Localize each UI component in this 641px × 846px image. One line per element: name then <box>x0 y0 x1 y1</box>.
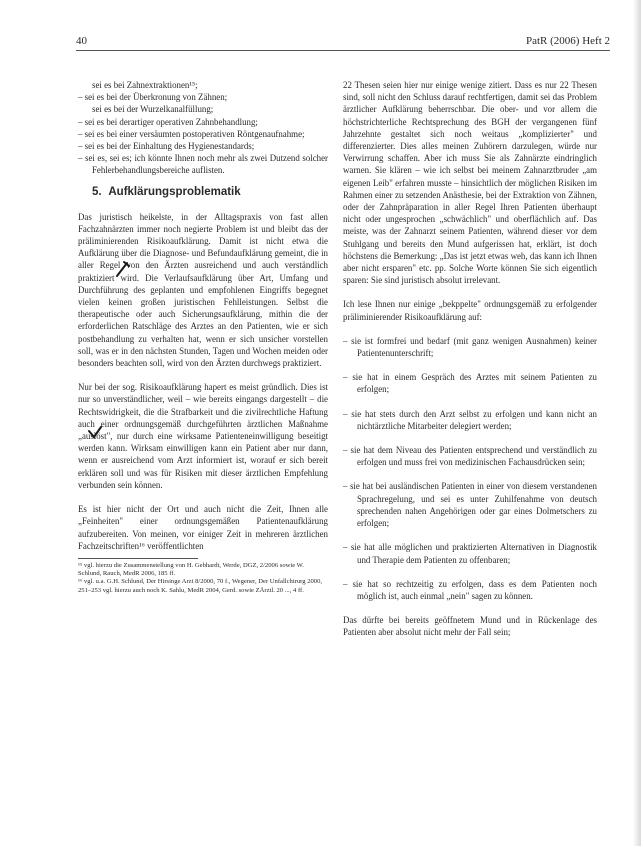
footnotes <box>78 562 328 595</box>
list-item: – sei es bei der Einhaltung des Hygienestandards; <box>78 141 255 152</box>
right-column <box>343 79 597 639</box>
body-paragraph: Es ist hier nicht der Ort und auch nicht die Zeit, Ihnen alle „Feinheiten" einer ordnungsgemäßen Patientenaufklärung aufzubereiten. Von meinen, vor einiger Zeit in mehreren ärztlichen Fachzeitschriften¹⁶ veröffentlichten <box>78 504 328 551</box>
running-header <box>76 34 610 48</box>
scan-edge-shadow <box>633 0 641 846</box>
body-paragraph: Ich lese Ihnen nur einige „bekppelte" ordnungsgemäß zu erfolgender präliminierender Risikoaufklärung auf: <box>343 299 597 322</box>
thesis-item: – sie hat dem Niveau des Patienten entsprechend und verständlich zu erfolgen und muss frei von medizinischen Fachausdrücken sein; <box>343 445 597 468</box>
left-column <box>78 79 328 595</box>
thesis-item: – sie hat bei ausländischen Patienten in einer von diesem verstandenen Sprachregelung, und sei es unter Zuhilfenahme von deutsch sprechenden nahen Angehörigen oder gar eines Dolmetschers zu erfolgen; <box>343 481 597 529</box>
footnote-rule <box>78 558 198 559</box>
page-number: 40 <box>76 35 87 47</box>
body-paragraph: Nur bei der sog. Risikoaufklärung hapert es meist gründlich. Dies ist nur so unverständlicher, weil – wie bereits eingangs dargestellt – die Rechtswidrigkeit, die die Strafbarkeit und die zivilrechtliche Haftung auch einer ordnungsgemäß durchgeführten ärztlichen Maßnahme „auslöst", nur durch eine wirksame Patienteneinwilligung beseitigt werden kann. Wirksam einwilligen kann ein Patient aber nur dann, wenn er ausreichend vom Arzt informiert ist, worauf er sich bereit erklären soll und was für Risiken mit dieser ärztlichen Empfehlung verbunden sein können. <box>78 382 328 490</box>
pen-check-icon <box>88 425 102 439</box>
section-title: Aufklärungsproblematik <box>108 185 241 198</box>
list-item: – sei es bei einer versäumten postoperativen Röntgenaufnahme; <box>78 128 305 139</box>
header-rule <box>76 50 610 51</box>
list-item: sei es bei der Wurzelkanalfüllung; <box>92 104 214 115</box>
section-number: 5. <box>92 185 102 198</box>
list-item: – sei es bei der Überkronung von Zähnen; <box>78 92 228 103</box>
body-paragraph: 22 Thesen seien hier nur einige wenige zitiert. Dass es nur 22 Thesen sind, soll nicht den Schluss darauf rechtfertigen, damit sei das Problem ärztlicher Aufklärung beherrschbar. Die ober- und vor allem die höchstrichterliche Rechtsprechung des BGH der vergangenen fünf Jahrzehnte gestaltet sich noch weitaus „komplizierter" und differenzierter. Dies alles meinen Zuhörern darzulegen, würde nur Verwirrung schaffen. Aber ich muss Sie als Zahnärzte eindringlich warnen. Sie klären – wie ich selbst bei meinem Zahnarztbruder „am eigenen Leib" erfahren musste – hinsichtlich der möglichen Risiken im Rahmen einer zu setzenden Anästhesie, bei der Extraktion von Zähnen, oder der Zahnpräparation in aller Regel Ihren Patienten überhaupt nicht oder ungesprochen „schwächlich" und oberflächlich auf. Das meiste, was der Zahnarzt seinem Patienten, während dieser vor dem Stuhlgang und bereits den Mund aufgerissen hat, erklärt, ist doch höchstens die Bemerkung: „Das ist jetzt etwas weh, das kann ich Ihnen aber nicht ersparen" etc. pp. Solche Worte können Sie sich eigentlich sparen: Sie sind juristisch absolut irrelevant. <box>343 80 597 286</box>
pen-mark-icon <box>115 260 131 278</box>
body-paragraph: Das dürfte bei bereits geöffnetem Mund und in Rückenlage des Patienten aber absolut nicht mehr der Fall sein; <box>343 615 597 638</box>
journal-name: PatR (2006) Heft 2 <box>525 35 610 47</box>
section-heading <box>78 185 328 199</box>
footnote: ¹⁵ vgl. hierzu die Zusammenstellung von H. Gebhardt, Werde, DGZ, 2/2006 sowie W. Schlund, Rauch, MedR 2006, 185 ff. <box>78 561 304 578</box>
thesis-item: – sie ist formfrei und bedarf (mit ganz wenigen Ausnahmen) keiner Patientenunterschrift; <box>343 335 597 359</box>
list-item: – sei es, sei es; ich könnte Ihnen noch mehr als zwei Dutzend solcher Fehlerbehandlungsbereiche auflisten. <box>78 153 328 176</box>
list-item: – sei es bei derartiger operativen Zahnbehandlung; <box>78 116 258 127</box>
footnote: ¹⁶ vgl. u.a. G.H. Schlund, Der Hirsinge Arzt 8/2000, 70 f., Wegener, Der Unfallchirurg 2000, 251–253 vgl. hierzu auch noch K. Sahlu, MedR 2004, Gerd. sowie ZÄrztl. 20 ..., 4 ff. <box>78 578 323 594</box>
thesis-item: – sie hat alle möglichen und praktizierten Alternativen in Diagnostik und Therapie dem Patienten zu offenbaren; <box>343 542 597 565</box>
body-paragraph: Das juristisch heikelste, in der Alltagspraxis von fast allen Fachzahnärzten immer noch negierte Problem ist und bleibt das der präliminierenden Risikoaufklärung. Damit ist nicht etwa die Aufklärung über die Diagnose- und Befundaufklärung gemeint, die in aller Regel von den Ärzten ausreichend und auch verständlich praktiziert wird. Die Verlaufsaufklärung über Art, Umfang und Durchführung des geplanten und empfohlenen Eingriffs begegnet vielen keinen großen juristischen Fehlleistungen. Selbst die therapeutische oder auch Sicherungsaufklärung, mithin die der erforderlichen Ratschläge des Arztes an den Patienten, wie er sich postbehandlung zu verhalten hat, wenn er sich unsicher vorstellen soll, was er in den nächsten Stunden, Tagen und Wochen meiden oder besonders beachten soll, wird von den Ärzten durchwegs praktiziert. <box>78 211 328 369</box>
thesis-item: – sie hat in einem Gespräch des Arztes mit seinem Patienten zu erfolgen; <box>343 372 597 395</box>
thesis-item: – sie hat so rechtzeitig zu erfolgen, dass es dem Patienten noch möglich ist, auch einmal „nein" sagen zu können. <box>343 578 597 601</box>
list-item: sei es bei Zahnextraktionen¹⁵; <box>92 80 198 90</box>
thesis-item: – sie hat stets durch den Arzt selbst zu erfolgen und kann nicht an nichtärztliche Mitarbeiter delegiert werden; <box>343 408 597 431</box>
